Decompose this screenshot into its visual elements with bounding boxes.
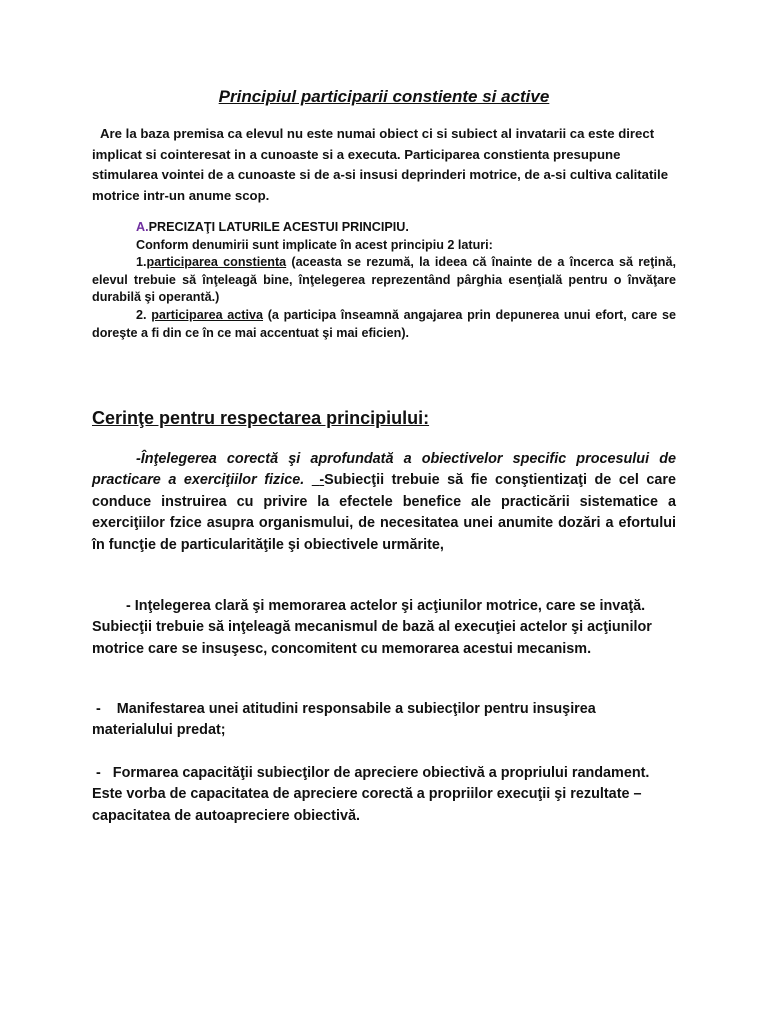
item2-number: 2. <box>136 307 152 322</box>
requirements-heading: Cerinţe pentru respectarea principiului: <box>92 408 430 428</box>
requirement-3: - Manifestarea unei atitudini responsabile a subiecţilor pentru insuşirea materialului predat; <box>92 701 600 739</box>
requirement-1-text: Subiecţii trebuie să fie conştientizaţi de cel care conduce instruirea cu privire la efectele benefice ale practicării sistematice a exerciţiilor fzice asupra organismului, de necesitatea unei anumite dozări a efortului în funcţie de particularităţile şi obiectivele urmărite, <box>92 472 677 553</box>
item2-term: participarea activa <box>151 307 264 322</box>
section-a-item1 <box>92 254 676 307</box>
requirement-1-title: -Înţelegerea corectă şi aprofundată a obiectivelor specific procesului de practicare a exerciţiilor fizice. <box>92 451 676 489</box>
intro-text: Are la baza premisa ca elevul nu este numai obiect ci si subiect al invatarii ca este direct implicat si cointeresat in a cunoaste si a executa. Participarea constienta presupune stimularea vointei de a cunoaste si de a-si insusi deprinderi motrice, de a-si cultiva calitatile motrice intr-un anume scop. <box>92 126 669 203</box>
item1-text: (aceasta se rezumă, la ideea că înainte de a încerca să reţină, elevul trebuie să înţeleagă bine, înţelegerea reprezentând pârghia esenţială pentru o învăţare durabilă şi operantă.) <box>92 255 676 305</box>
section-a-line1-text: Conform denumirii sunt implicate în acest principiu 2 laturi: <box>136 237 493 252</box>
requirement-1 <box>92 449 676 556</box>
document-title: Principiul participarii constiente si active <box>218 87 550 106</box>
section-a-line1 <box>92 237 676 255</box>
requirement-4: - Formarea capacităţii subiecţilor de apreciere obiectivă a propriului randament. Este vorba de capacitatea de apreciere corectă a propriilor execuţii şi rezultate – capacitatea de autoapreciere obiectivă. <box>92 765 654 824</box>
section-a-item2 <box>92 307 676 342</box>
item2-text: (a participa înseamnă angajarea prin depunerea unui efort, care se doreşte a fi din ce în ce mai accentuat şi mai eficien). <box>92 307 676 340</box>
section-a-label: A. <box>136 220 149 234</box>
item1-number: 1. <box>136 255 147 270</box>
requirement-2-text: - Inţelegerea clară şi memorarea actelor şi acţiunilor motrice, care se invaţă. Subiecţii trebuie să inţeleagă mecanismul de bază al execuţiei actelor şi acţiunilor motrice care se insuşesc, concomitent cu memorarea acestui mecanism. <box>92 598 652 657</box>
requirement-1-dash: - <box>319 472 325 489</box>
item1-term: participarea constienta <box>146 255 287 270</box>
section-a-question <box>92 219 676 237</box>
requirement-2 <box>92 596 676 660</box>
section-a <box>92 219 676 342</box>
section-a-question-text: PRECIZAŢI LATURILE ACESTUI PRINCIPIU. <box>148 220 409 234</box>
intro-paragraph <box>92 124 682 206</box>
